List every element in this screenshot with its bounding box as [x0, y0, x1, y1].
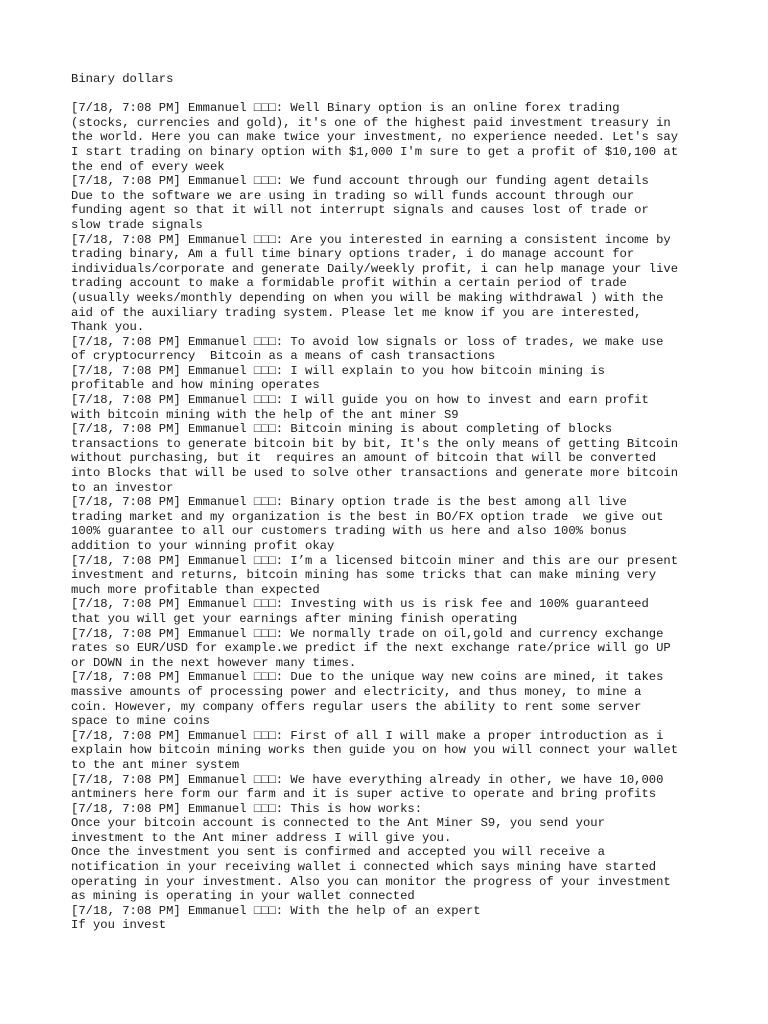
- document-title: Binary dollars: [71, 72, 174, 86]
- transcript-line: to an investor: [71, 480, 174, 495]
- transcript-line: or DOWN in the next however many times.: [71, 655, 357, 670]
- transcript-line: [7/18, 7:08 PM] Emmanuel □□□: Investing with us is risk fee and 100% guaranteed: [71, 597, 649, 612]
- transcript-line: of cryptocurrency Bitcoin as a means of cash transactions: [71, 349, 496, 364]
- transcript-line: trading market and my organization is the best in BO/FX option trade we give out: [71, 509, 664, 524]
- transcript-line: massive amounts of processing power and electricity, and thus money, to mine a: [71, 684, 642, 699]
- chat-transcript: [71, 101, 711, 933]
- transcript-line: antminers here form our farm and it is super active to operate and bring profits: [71, 787, 657, 802]
- transcript-line: [7/18, 7:08 PM] Emmanuel □□□: Bitcoin mining is about completing of blocks: [71, 422, 613, 437]
- transcript-line: Due to the software we are using in trading so will funds account through our: [71, 188, 635, 203]
- transcript-line: into Blocks that will be used to solve other transactions and generate more bitcoin: [71, 466, 679, 481]
- transcript-line: [7/18, 7:08 PM] Emmanuel □□□: With the help of an expert: [71, 903, 481, 918]
- transcript-line: as mining is operating in your wallet connected: [71, 889, 415, 904]
- transcript-line: funding agent so that it will not interrupt signals and causes lost of trade or: [71, 203, 649, 218]
- transcript-line: the world. Here you can make twice your investment, no experience needed. Let's say: [71, 130, 679, 145]
- transcript-line: [7/18, 7:08 PM] Emmanuel □□□: We fund account through our funding agent details: [71, 174, 649, 189]
- document-page: [71, 72, 711, 933]
- transcript-line: [7/18, 7:08 PM] Emmanuel □□□: We have everything already in other, we have 10,000: [71, 772, 664, 787]
- transcript-line: slow trade signals: [71, 217, 203, 232]
- transcript-line: space to mine coins: [71, 714, 210, 729]
- transcript-line: Once the investment you sent is confirmed and accepted you will receive a: [71, 845, 605, 860]
- transcript-line: [7/18, 7:08 PM] Emmanuel □□□: Well Binary option is an online forex trading: [71, 101, 620, 116]
- transcript-line: explain how bitcoin mining works then guide you on how you will connect your wallet: [71, 743, 679, 758]
- transcript-line: the end of every week: [71, 159, 225, 174]
- transcript-line: (usually weeks/monthly depending on when you will be making withdrawal ) with the: [71, 290, 664, 305]
- transcript-line: Once your bitcoin account is connected to the Ant Miner S9, you send your: [71, 816, 605, 831]
- transcript-line: If you invest: [71, 918, 167, 933]
- transcript-line: [7/18, 7:08 PM] Emmanuel □□□: First of all I will make a proper introduction as i: [71, 728, 664, 743]
- transcript-line: Thank you.: [71, 320, 145, 335]
- transcript-line: aid of the auxiliary trading system. Please let me know if you are interested,: [71, 305, 642, 320]
- transcript-line: [7/18, 7:08 PM] Emmanuel □□□: Are you interested in earning a consistent income by: [71, 232, 671, 247]
- transcript-line: operating in your investment. Also you can monitor the progress of your investment: [71, 874, 671, 889]
- transcript-line: [7/18, 7:08 PM] Emmanuel □□□: I will guide you on how to invest and earn profit: [71, 393, 649, 408]
- transcript-line: notification in your receiving wallet i connected which says mining have started: [71, 860, 657, 875]
- transcript-line: investment to the Ant miner address I will give you.: [71, 830, 452, 845]
- transcript-line: [7/18, 7:08 PM] Emmanuel □□□: This is how works:: [71, 801, 423, 816]
- transcript-line: addition to your winning profit okay: [71, 539, 335, 553]
- transcript-line: with bitcoin mining with the help of the ant miner S9: [71, 407, 459, 422]
- transcript-line: [7/18, 7:08 PM] Emmanuel □□□: I’m a licensed bitcoin miner and this are our present: [71, 553, 679, 568]
- transcript-line: to the ant miner system: [71, 757, 240, 772]
- transcript-line: transactions to generate bitcoin bit by bit, It's the only means of getting Bitcoin: [71, 436, 679, 451]
- transcript-line: 100% guarantee to all our customers trading with us here and also 100% bonus: [71, 524, 627, 539]
- transcript-line: much more profitable than expected: [71, 582, 320, 597]
- transcript-line: trading account to make a formidable profit within a certain period of trade: [71, 276, 627, 291]
- transcript-line: investment and returns, bitcoin mining has some tricks that can make mining very: [71, 568, 657, 583]
- transcript-line: [7/18, 7:08 PM] Emmanuel □□□: Binary option trade is the best among all live: [71, 495, 627, 510]
- transcript-line: [7/18, 7:08 PM] Emmanuel □□□: To avoid low signals or loss of trades, we make use: [71, 334, 664, 349]
- transcript-line: without purchasing, but it requires an amount of bitcoin that will be converted: [71, 451, 657, 466]
- transcript-line: that you will get your earnings after mining finish operating: [71, 611, 518, 626]
- transcript-line: rates so EUR/USD for example.we predict if the next exchange rate/price will go UP: [71, 641, 671, 656]
- transcript-line: [7/18, 7:08 PM] Emmanuel □□□: I will explain to you how bitcoin mining is: [71, 363, 605, 378]
- transcript-line: [7/18, 7:08 PM] Emmanuel □□□: We normally trade on oil,gold and currency exchange: [71, 626, 664, 641]
- transcript-line: profitable and how mining operates: [71, 378, 320, 393]
- transcript-line: I start trading on binary option with $1,000 I'm sure to get a profit of $10,100 at: [71, 144, 679, 159]
- transcript-line: (stocks, currencies and gold), it's one of the highest paid investment treasury in: [71, 115, 671, 130]
- transcript-line: trading binary, Am a full time binary options trader, i do manage account for: [71, 247, 635, 262]
- transcript-line: individuals/corporate and generate Daily/weekly profit, i can help manage your live: [71, 261, 679, 276]
- transcript-line: coin. However, my company offers regular users the ability to rent some server: [71, 699, 642, 714]
- transcript-line: [7/18, 7:08 PM] Emmanuel □□□: Due to the unique way new coins are mined, it takes: [71, 670, 664, 685]
